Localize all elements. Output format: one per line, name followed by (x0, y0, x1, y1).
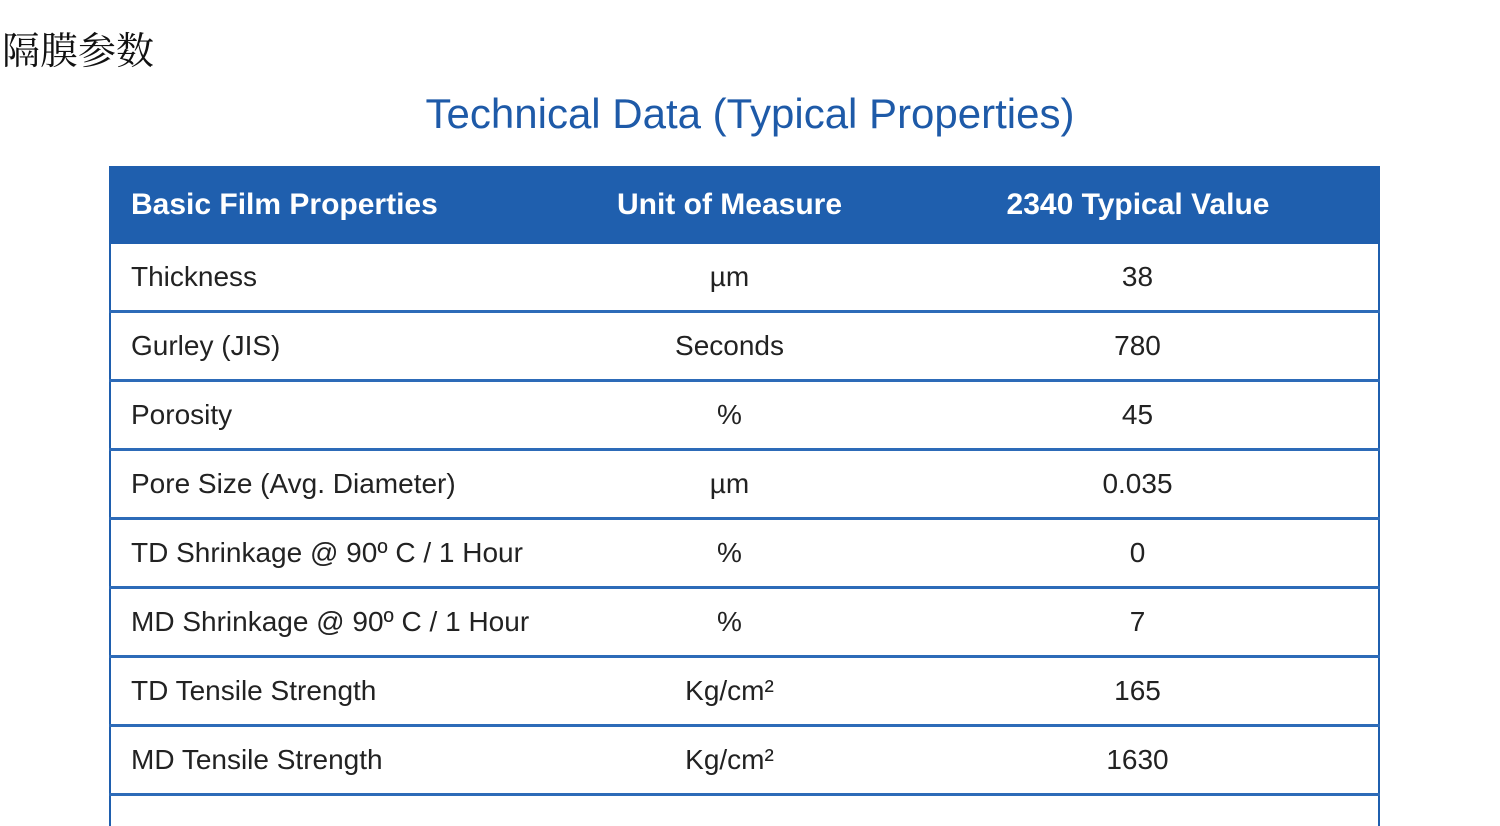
empty-cell (542, 795, 927, 826)
value-cell: 165 (927, 657, 1379, 726)
table-row (110, 381, 1379, 450)
property-name-cell: TD Shrinkage @ 90º C / 1 Hour (110, 519, 542, 588)
property-name-cell: MD Tensile Strength (110, 726, 542, 795)
value-cell: 0 (927, 519, 1379, 588)
table-row (110, 312, 1379, 381)
empty-cell (927, 795, 1379, 826)
table-row (110, 657, 1379, 726)
table-header-row (110, 167, 1379, 243)
column-header-unit: Unit of Measure (542, 167, 927, 243)
value-cell: 780 (927, 312, 1379, 381)
value-cell: 1630 (927, 726, 1379, 795)
table-row-cut-off (110, 795, 1379, 826)
property-name-cell: Porosity (110, 381, 542, 450)
property-name-cell: Pore Size (Avg. Diameter) (110, 450, 542, 519)
document-title: Technical Data (Typical Properties) (0, 90, 1500, 138)
empty-cell (110, 795, 542, 826)
unit-cell: Kg/cm² (542, 726, 927, 795)
column-header-property: Basic Film Properties (110, 167, 542, 243)
value-cell: 45 (927, 381, 1379, 450)
unit-cell: Seconds (542, 312, 927, 381)
unit-cell: % (542, 588, 927, 657)
table-row (110, 588, 1379, 657)
value-cell: 0.035 (927, 450, 1379, 519)
unit-cell: % (542, 519, 927, 588)
column-header-value: 2340 Typical Value (927, 167, 1379, 243)
table-row (110, 519, 1379, 588)
unit-cell: µm (542, 450, 927, 519)
unit-cell: Kg/cm² (542, 657, 927, 726)
property-name-cell: Thickness (110, 243, 542, 312)
page-heading: 隔膜参数 (2, 20, 154, 75)
unit-cell: % (542, 381, 927, 450)
property-name-cell: MD Shrinkage @ 90º C / 1 Hour (110, 588, 542, 657)
value-cell: 38 (927, 243, 1379, 312)
value-cell: 7 (927, 588, 1379, 657)
property-name-cell: Gurley (JIS) (110, 312, 542, 381)
table-row (110, 450, 1379, 519)
property-name-cell: TD Tensile Strength (110, 657, 542, 726)
technical-data-table (109, 166, 1380, 826)
table-row (110, 726, 1379, 795)
table-row (110, 243, 1379, 312)
unit-cell: µm (542, 243, 927, 312)
